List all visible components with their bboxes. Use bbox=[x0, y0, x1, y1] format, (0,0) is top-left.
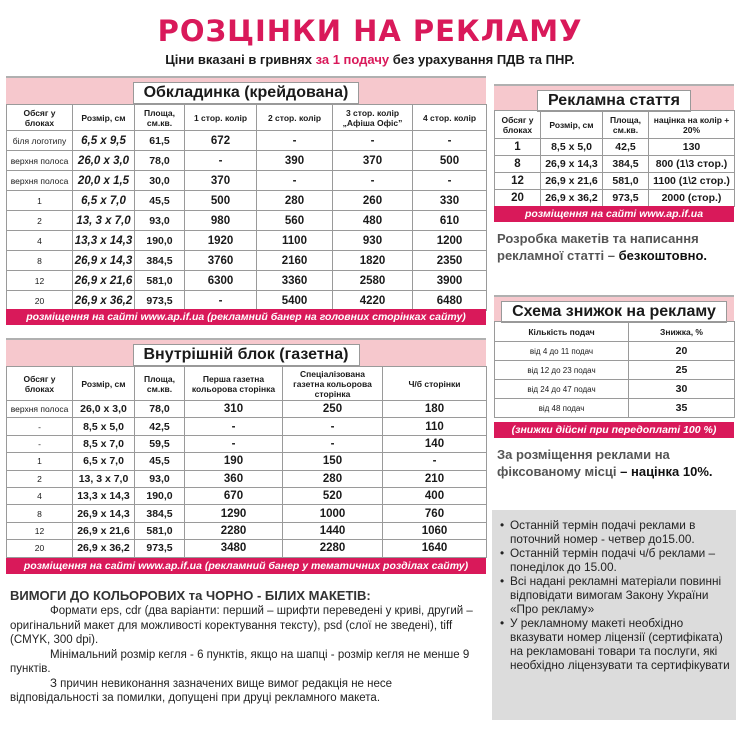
table-cell: - bbox=[383, 453, 487, 470]
table-cell: 8,5 х 5,0 bbox=[541, 139, 603, 156]
inner-table bbox=[6, 366, 487, 558]
cover-header-row bbox=[7, 105, 487, 131]
table-cell: 78,0 bbox=[135, 401, 185, 418]
table-cell: 973,5 bbox=[135, 540, 185, 557]
article-footer: розміщення на сайті www.ap.if.ua bbox=[494, 206, 734, 222]
table-cell: 8 bbox=[7, 251, 73, 271]
table-cell: 190,0 bbox=[135, 231, 185, 251]
table-cell: 26,9 х 21,6 bbox=[73, 271, 135, 291]
table-cell: 140 bbox=[383, 435, 487, 452]
deadlines-list bbox=[492, 510, 736, 672]
table-cell: 3900 bbox=[413, 271, 487, 291]
table-cell: 78,0 bbox=[135, 151, 185, 171]
table-cell: 384,5 bbox=[135, 251, 185, 271]
table-row bbox=[7, 191, 487, 211]
table-row bbox=[7, 131, 487, 151]
table-cell: 12 bbox=[7, 522, 73, 539]
table-row bbox=[495, 399, 735, 418]
table-cell: 110 bbox=[383, 418, 487, 435]
table-cell: 150 bbox=[283, 453, 383, 470]
table-cell: 61,5 bbox=[135, 131, 185, 151]
list-item: • Останній термін подачі ч/б реклами – понеділок до 15.00. bbox=[500, 546, 730, 574]
table-cell: 8 bbox=[495, 156, 541, 173]
table-cell: 26,9 х 14,3 bbox=[73, 251, 135, 271]
table-row bbox=[7, 435, 487, 452]
table-cell: 13,3 х 14,3 bbox=[73, 231, 135, 251]
table-cell: 20 bbox=[7, 540, 73, 557]
col-header: Обсяг у блоках bbox=[7, 105, 73, 131]
table-cell: 6,5 х 9,5 bbox=[73, 131, 135, 151]
table-cell: 1100 bbox=[257, 231, 333, 251]
cover-heading: Обкладинка (крейдована) bbox=[133, 82, 360, 104]
cover-footer: розміщення на сайті www.ap.if.ua (рекламний банер на головних сторінках сайту) bbox=[6, 309, 486, 325]
discounts-note-bold: – націнка 10%. bbox=[620, 464, 713, 479]
table-cell: 560 bbox=[257, 211, 333, 231]
table-cell: 610 bbox=[413, 211, 487, 231]
page-title: РОЗЦІНКИ НА РЕКЛАМУ bbox=[157, 14, 583, 48]
table-cell: 1060 bbox=[383, 522, 487, 539]
table-cell: 8 bbox=[7, 505, 73, 522]
table-row bbox=[7, 271, 487, 291]
table-cell: 130 bbox=[649, 139, 735, 156]
col-header: Площа, см.кв. bbox=[135, 367, 185, 401]
table-row bbox=[495, 156, 735, 173]
table-cell: 250 bbox=[283, 401, 383, 418]
table-cell: 26,9 х 21,6 bbox=[541, 173, 603, 190]
article-note-text: Розробка макетів та написання рекламної статті – bbox=[497, 231, 699, 263]
list-item: • Останній термін подачі реклами в поточний номер - четвер до15.00. bbox=[500, 518, 730, 546]
table-cell: 1200 bbox=[413, 231, 487, 251]
table-cell: 26,9 х 14,3 bbox=[73, 505, 135, 522]
table-cell: 520 bbox=[283, 487, 383, 504]
table-cell: 93,0 bbox=[135, 470, 185, 487]
table-cell: 59,5 bbox=[135, 435, 185, 452]
table-cell: 1000 bbox=[283, 505, 383, 522]
table-cell: 4 bbox=[7, 231, 73, 251]
table-cell: 581,0 bbox=[135, 522, 185, 539]
table-cell: 20 bbox=[629, 342, 735, 361]
requirements-title: ВИМОГИ ДО КОЛЬОРОВИХ та ЧОРНО - БІЛИХ МАКЕТІВ: bbox=[10, 588, 371, 603]
list-item: • Всі надані рекламні матеріали повинні відповідати вимогам Закону України «Про рекламу» bbox=[500, 574, 730, 616]
col-header: Перша газетна кольорова сторінка bbox=[185, 367, 283, 401]
table-cell: 8,5 х 7,0 bbox=[73, 435, 135, 452]
table-cell: верхня полоса bbox=[7, 401, 73, 418]
inner-heading-bar bbox=[6, 338, 486, 366]
table-cell: верхня полоса bbox=[7, 151, 73, 171]
table-row bbox=[7, 231, 487, 251]
table-cell: - bbox=[7, 435, 73, 452]
col-header: націнка на колір + 20% bbox=[649, 111, 735, 139]
table-cell: 20 bbox=[7, 291, 73, 311]
table-row bbox=[7, 151, 487, 171]
table-cell: 581,0 bbox=[135, 271, 185, 291]
table-cell: 6,5 х 7,0 bbox=[73, 453, 135, 470]
col-header: Розмір, см bbox=[541, 111, 603, 139]
col-header: 3 стор. колір „Афіша Офіс” bbox=[333, 105, 413, 131]
table-cell: 280 bbox=[283, 470, 383, 487]
table-cell: 45,5 bbox=[135, 453, 185, 470]
table-cell: від 4 до 11 подач bbox=[495, 342, 629, 361]
article-note-bold: безкоштовно. bbox=[618, 248, 708, 263]
requirements-p1: Формати eps, cdr (два варіанти: перший – шрифти переведені у криві, другий – оригінальний макет для можливості коректування тексту), psd (слої не зведені), tiff (CMYK, 300 dpi). bbox=[10, 605, 473, 646]
discounts-header-row bbox=[495, 322, 735, 342]
table-cell: 1100 (1\2 стор.) bbox=[649, 173, 735, 190]
table-cell: - bbox=[185, 418, 283, 435]
table-cell: 1640 bbox=[383, 540, 487, 557]
table-row bbox=[7, 487, 487, 504]
discounts-table bbox=[494, 321, 735, 418]
table-cell: - bbox=[413, 171, 487, 191]
table-cell: 4 bbox=[7, 487, 73, 504]
table-cell: 581,0 bbox=[603, 173, 649, 190]
table-cell: 2 bbox=[7, 211, 73, 231]
table-cell: 6,5 х 7,0 bbox=[73, 191, 135, 211]
table-cell: 26,9 х 36,2 bbox=[73, 291, 135, 311]
table-cell: - bbox=[7, 418, 73, 435]
discounts-heading-bar bbox=[494, 295, 734, 321]
table-row bbox=[7, 291, 487, 311]
table-cell: 1 bbox=[7, 453, 73, 470]
table-cell: 2280 bbox=[283, 540, 383, 557]
table-cell: 42,5 bbox=[135, 418, 185, 435]
table-cell: - bbox=[283, 435, 383, 452]
table-cell: 3760 bbox=[185, 251, 257, 271]
table-cell: 330 bbox=[413, 191, 487, 211]
subtitle-post: без урахування ПДВ та ПНР. bbox=[389, 52, 575, 67]
table-cell: - bbox=[185, 291, 257, 311]
table-cell: від 48 подач bbox=[495, 399, 629, 418]
col-header: Площа, см.кв. bbox=[603, 111, 649, 139]
col-header: Площа, см.кв. bbox=[135, 105, 185, 131]
inner-footer: розміщення на сайті www.ap.if.ua (рекламний банер у тематичних розділах сайту) bbox=[6, 558, 486, 574]
table-cell: 26,9 х 14,3 bbox=[541, 156, 603, 173]
col-header: Обсяг у блоках bbox=[7, 367, 73, 401]
table-cell: 2280 bbox=[185, 522, 283, 539]
table-cell: 672 bbox=[185, 131, 257, 151]
table-cell: 26,0 х 3,0 bbox=[73, 401, 135, 418]
table-cell: 8,5 х 5,0 bbox=[73, 418, 135, 435]
deadlines-box bbox=[492, 510, 736, 720]
cover-heading-bar bbox=[6, 76, 486, 104]
table-cell: 2000 (стор.) bbox=[649, 190, 735, 207]
col-header: Кількість подач bbox=[495, 322, 629, 342]
table-cell: 26,9 х 21,6 bbox=[73, 522, 135, 539]
table-cell: 2 bbox=[7, 470, 73, 487]
table-cell: - bbox=[283, 418, 383, 435]
table-cell: 280 bbox=[257, 191, 333, 211]
table-cell: 26,0 х 3,0 bbox=[73, 151, 135, 171]
table-cell: від 24 до 47 подач bbox=[495, 380, 629, 399]
table-cell: 20 bbox=[495, 190, 541, 207]
table-row bbox=[495, 342, 735, 361]
table-cell: 2580 bbox=[333, 271, 413, 291]
table-cell: 310 bbox=[185, 401, 283, 418]
article-table bbox=[494, 110, 735, 207]
table-cell: від 12 до 23 подач bbox=[495, 361, 629, 380]
table-cell: - bbox=[185, 435, 283, 452]
table-cell: верхня полоса bbox=[7, 171, 73, 191]
table-cell: 1 bbox=[7, 191, 73, 211]
table-cell: 210 bbox=[383, 470, 487, 487]
table-cell: 6480 bbox=[413, 291, 487, 311]
table-cell: 360 bbox=[185, 470, 283, 487]
table-cell: 370 bbox=[185, 171, 257, 191]
list-item: • У рекламному макеті необхідно вказувати номер ліцензії (сертифіката) на рекламовані товари та послуги, які необхідно ліцензувати та сертифікувати bbox=[500, 616, 730, 672]
table-row bbox=[7, 401, 487, 418]
table-row bbox=[7, 522, 487, 539]
table-cell: 670 bbox=[185, 487, 283, 504]
table-cell: 973,5 bbox=[135, 291, 185, 311]
table-cell: 42,5 bbox=[603, 139, 649, 156]
table-cell: 500 bbox=[413, 151, 487, 171]
article-heading: Рекламна стаття bbox=[537, 90, 691, 112]
table-cell: 190 bbox=[185, 453, 283, 470]
table-cell: - bbox=[333, 131, 413, 151]
table-cell: 6300 bbox=[185, 271, 257, 291]
requirements-p2: Мінімальний розмір кегля - 6 пунктів, якщо на шапці - розмір кегля не менше 9 пунктів. bbox=[10, 648, 470, 675]
table-row bbox=[495, 361, 735, 380]
article-note bbox=[497, 230, 733, 264]
table-cell: 93,0 bbox=[135, 211, 185, 231]
table-cell: - bbox=[413, 131, 487, 151]
table-cell: 25 bbox=[629, 361, 735, 380]
table-cell: - bbox=[185, 151, 257, 171]
table-row bbox=[7, 453, 487, 470]
table-row bbox=[495, 139, 735, 156]
subtitle-highlight: за 1 подачу bbox=[315, 52, 390, 67]
table-cell: 20,0 х 1,5 bbox=[73, 171, 135, 191]
discounts-note bbox=[497, 446, 733, 480]
col-header: Обсяг у блоках bbox=[495, 111, 541, 139]
table-cell: 500 bbox=[185, 191, 257, 211]
table-cell: 45,5 bbox=[135, 191, 185, 211]
table-cell: 370 bbox=[333, 151, 413, 171]
table-cell: 260 bbox=[333, 191, 413, 211]
table-cell: біля логотипу bbox=[7, 131, 73, 151]
table-cell: 800 (1\3 стор.) bbox=[649, 156, 735, 173]
table-cell: 190,0 bbox=[135, 487, 185, 504]
table-cell: 1820 bbox=[333, 251, 413, 271]
table-row bbox=[7, 540, 487, 557]
table-cell: - bbox=[333, 171, 413, 191]
subtitle-pre: Ціни вказані в гривнях bbox=[165, 52, 316, 67]
col-header: Спеціалізована газетна кольорова сторінка bbox=[283, 367, 383, 401]
table-row bbox=[7, 470, 487, 487]
table-cell: 760 bbox=[383, 505, 487, 522]
table-cell: 3360 bbox=[257, 271, 333, 291]
discounts-heading: Схема знижок на рекламу bbox=[501, 301, 727, 323]
table-cell: 2160 bbox=[257, 251, 333, 271]
table-cell: 980 bbox=[185, 211, 257, 231]
table-row bbox=[495, 173, 735, 190]
page-subtitle bbox=[0, 52, 740, 67]
table-cell: 390 bbox=[257, 151, 333, 171]
table-cell: 13,3 х 14,3 bbox=[73, 487, 135, 504]
table-cell: 180 bbox=[383, 401, 487, 418]
inner-header-row bbox=[7, 367, 487, 401]
table-cell: 30 bbox=[629, 380, 735, 399]
table-cell: 384,5 bbox=[603, 156, 649, 173]
table-cell: 13, 3 х 7,0 bbox=[73, 211, 135, 231]
col-header: 1 стор. колір bbox=[185, 105, 257, 131]
col-header: Знижка, % bbox=[629, 322, 735, 342]
table-cell: 2350 bbox=[413, 251, 487, 271]
table-cell: 26,9 х 36,2 bbox=[541, 190, 603, 207]
table-cell: 12 bbox=[495, 173, 541, 190]
table-row bbox=[7, 251, 487, 271]
table-cell: 30,0 bbox=[135, 171, 185, 191]
table-cell: 1 bbox=[495, 139, 541, 156]
col-header: 2 стор. колір bbox=[257, 105, 333, 131]
requirements-body bbox=[10, 604, 480, 706]
table-cell: 5400 bbox=[257, 291, 333, 311]
col-header: Розмір, см bbox=[73, 105, 135, 131]
table-cell: 384,5 bbox=[135, 505, 185, 522]
table-row bbox=[7, 418, 487, 435]
table-cell: 26,9 х 36,2 bbox=[73, 540, 135, 557]
col-header: Розмір, см bbox=[73, 367, 135, 401]
table-cell: 35 bbox=[629, 399, 735, 418]
article-header-row bbox=[495, 111, 735, 139]
table-cell: 1920 bbox=[185, 231, 257, 251]
inner-heading: Внутрішній блок (газетна) bbox=[133, 344, 360, 366]
discounts-footer: (знижки дійсні при передоплаті 100 %) bbox=[494, 422, 734, 438]
table-row bbox=[7, 171, 487, 191]
table-cell: 400 bbox=[383, 487, 487, 504]
table-cell: 930 bbox=[333, 231, 413, 251]
table-cell: 1290 bbox=[185, 505, 283, 522]
col-header: 4 стор. колір bbox=[413, 105, 487, 131]
table-cell: - bbox=[257, 171, 333, 191]
table-cell: - bbox=[257, 131, 333, 151]
cover-table bbox=[6, 104, 487, 311]
table-cell: 13, 3 х 7,0 bbox=[73, 470, 135, 487]
table-cell: 973,5 bbox=[603, 190, 649, 207]
table-cell: 1440 bbox=[283, 522, 383, 539]
table-cell: 12 bbox=[7, 271, 73, 291]
table-row bbox=[495, 190, 735, 207]
table-cell: 480 bbox=[333, 211, 413, 231]
article-heading-bar bbox=[494, 84, 734, 110]
requirements-p3: З причин невиконання зазначених вище вимог редакція не несе відповідальності за помилки, допущені при друці рекламного макета. bbox=[10, 677, 393, 704]
table-cell: 3480 bbox=[185, 540, 283, 557]
table-cell: 4220 bbox=[333, 291, 413, 311]
discounts-note-text: За розміщення реклами на фіксованому місці bbox=[497, 447, 670, 479]
table-row bbox=[495, 380, 735, 399]
table-row bbox=[7, 505, 487, 522]
table-row bbox=[7, 211, 487, 231]
col-header: Ч/б сторінки bbox=[383, 367, 487, 401]
